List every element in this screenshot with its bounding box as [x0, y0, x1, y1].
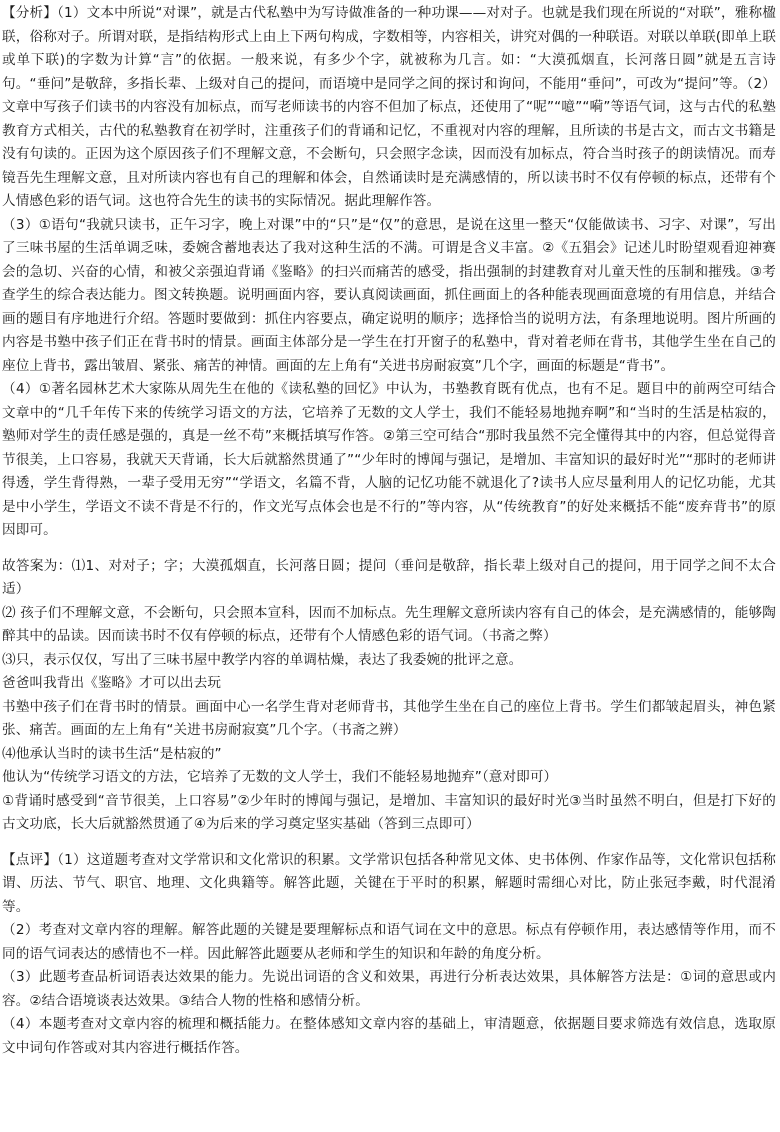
- section-divider: [2, 543, 776, 555]
- comment-paragraph-2: （2）考查对文章内容的理解。解答此题的关键是要理解标点和语气词在文中的意思。标点有停顿作用，表达感情等作用，而不同的语气词表达的感情也不一样。因此解答此题要从老师和学生的知识和年龄的角度分析。: [2, 922, 776, 962]
- analysis-paragraph-3: （4）①著名园林艺术大家陈从周先生在他的《读私塾的回忆》中认为，书塾教育既有优点，也有不足。题目中的前两空可结合文章中的“几千年传下来的传统学习语文的方法，它培养了无数的文人学士，我们不能轻易地抛弃啊”和“当时的生活是枯寂的，塾师对学生的责任感是强的，真是一丝不苟”来概括填写作答。②第三空可结合“那时我虽然不完全懂得其中的内容，但总觉得音节很美，上口容易，我就天天背诵，长大后就豁然贯通了”“少年时的博闻与强记，是增加、丰富知识的最好时光”“那时的老师讲得透，学生背得熟，一辈子受用无穷”“学语文，名篇不背，人脑的记忆功能不就退化了?读书人应尽量利用人的记忆功能，尤其是中小学生，学语文不读不背是不行的，作文光写点体会也是不行的”等内容，从“传统教育”的好处来概括不能“废弃背书”的原因即可。: [2, 381, 776, 538]
- analysis-paragraph-1: 【分析】（1）文本中所说“对课”，就是古代私塾中为写诗做准备的一种功课——对对子。也就是我们现在所说的“对联”，雅称楹联，俗称对子。所谓对联，是指结构形式上由上下两句构成，字数相等，内容相关，讲究对偶的一种联语。对联以单联(即单上联或单下联)的字数为计算“言”的依据。一般来说，有多少个字，就被称为几言。如：“大漠孤烟直，长河落日圆”就是五言诗句。“垂问”是敬辞，多指长辈、上级对自己的提问，而语境中是同学之间的探讨和询问，不能用“垂问”，可改为“提问”等。（2）文章中写孩子们读书的内容没有加标点，而写老师读书的内容不但加了标点，还使用了“呢”“噫”“嗬”等语气词，这与古代的私塾教育方式相关，古代的私塾教育在初学时，注重孩子们的背诵和记忆，不重视对内容的理解，且所读的书是古文，而古文书籍是没有句读的。正因为这个原因孩子们不理解文意，不会断句，只会照字念读，因而没有加标点，符合当时孩子的朗读情况。而寿镜吾先生理解文意，且对所读内容也有自己的理解和体会，自然诵读时是充满感情的，所以读书时不仅有停顿的标点，还带有个人情感色彩的语气词。这也符合先生的读书的实际情况。据此理解作答。: [2, 5, 776, 209]
- answer-line-1: 故答案为：⑴1、对对子；字；大漠孤烟直，长河落日圆；提问（垂问是敬辞，指长辈上级对自己的提问，用于同学之间不太合适）: [2, 557, 776, 597]
- analysis-section: [2, 2, 776, 543]
- comment-paragraph-3: （3）此题考查品析词语表达效果的能力。先说出词语的含义和效果，再进行分析表达效果，具体解答方法是：①词的意思或内容。②结合语境谈表达效果。③结合人物的性格和感情分析。: [2, 969, 776, 1009]
- section-divider: [2, 837, 776, 849]
- answer-line-3: ⑶只，表示仅仅，写出了三味书屋中教学内容的单调枯燥，表达了我委婉的批评之意。: [2, 651, 523, 668]
- comment-section: [2, 849, 776, 1061]
- answer-line-4: 爸爸叫我背出《鉴略》才可以出去玩: [2, 675, 222, 691]
- answer-line-7: 他认为“传统学习语文的方法，它培养了无数的文人学士，我们不能轻易地抛弃”（意对即可）: [2, 769, 558, 785]
- answer-section: [2, 555, 776, 837]
- answer-line-2: ⑵ 孩子们不理解文意，不会断句，只会照本宣科，因而不加标点。先生理解文意所读内容有自己的体会，是充满感情的，能够陶醉其中的品读。因而读书时不仅有停顿的标点，还带有个人情感色彩的语气词。（书斋之弊）: [2, 604, 776, 644]
- answer-line-6: ⑷他承认当时的读书生活“是枯寂的”: [2, 745, 222, 762]
- analysis-paragraph-2: （3）①语句“我就只读书，正午习字，晚上对课”中的“只”是“仅”的意思，是说在这里一整天“仅能做读书、习字、对课”，写出了三味书屋的生活单调乏味，委婉含蓄地表达了我对这种生活的不满。可谓是含义丰富。②《五猖会》记述儿时盼望观看迎神赛会的急切、兴奋的心情，和被父亲强迫背诵《鉴略》的扫兴而痛苦的感受，指出强制的封建教育对儿童天性的压制和摧残。③考查学生的综合表达能力。图文转换题。说明画面内容，要认真阅读画面，抓住画面上的各种能表现画面意境的有用信息，并结合画的题目有序地进行介绍。答题时要做到：抓住内容要点，确定说明的顺序；选择恰当的说明方法，有条理地说明。图片所画的内容是书塾中孩子们正在背书时的情景。画面主体部分是一学生在打开窗子的私塾中，背对着老师在背书，其他学生坐在自己的座位上背书，露出皱眉、紧张、痛苦的神情。画面的左上角有“关进书房耐寂寞”几个字，画面的标题是“背书”。: [2, 216, 776, 374]
- comment-paragraph-4: （4）本题考查对文章内容的梳理和概括能力。在整体感知文章内容的基础上，审清题意，依据题目要求筛选有效信息，选取原文中词句作答或对其内容进行概括作答。: [2, 1016, 776, 1056]
- comment-paragraph-1: 【点评】（1）这道题考查对文学常识和文化常识的积累。文学常识包括各种常见文体、史书体例、作家作品等，文化常识包括称谓、历法、节气、职官、地理、文化典籍等。解答此题，关键在于平时的积累，解题时需细心对比，防止张冠李戴，时代混淆等。: [2, 851, 776, 915]
- answer-line-5: 书塾中孩子们在背书时的情景。画面中心一名学生背对老师背书，其他学生坐在自己的座位上背书。学生们都皱起眉头，神色紧张、痛苦。画面的左上角有“关进书房耐寂寞”几个字。（书斋之辨）: [2, 698, 776, 738]
- answer-line-8: ①背诵时感受到“音节很美，上口容易”②少年时的博闻与强记，是增加、丰富知识的最好时光③当时虽然不明白，但是打下好的古文功底，长大后就豁然贯通了④为后来的学习奠定坚实基础（答到三点即可）: [2, 792, 776, 832]
